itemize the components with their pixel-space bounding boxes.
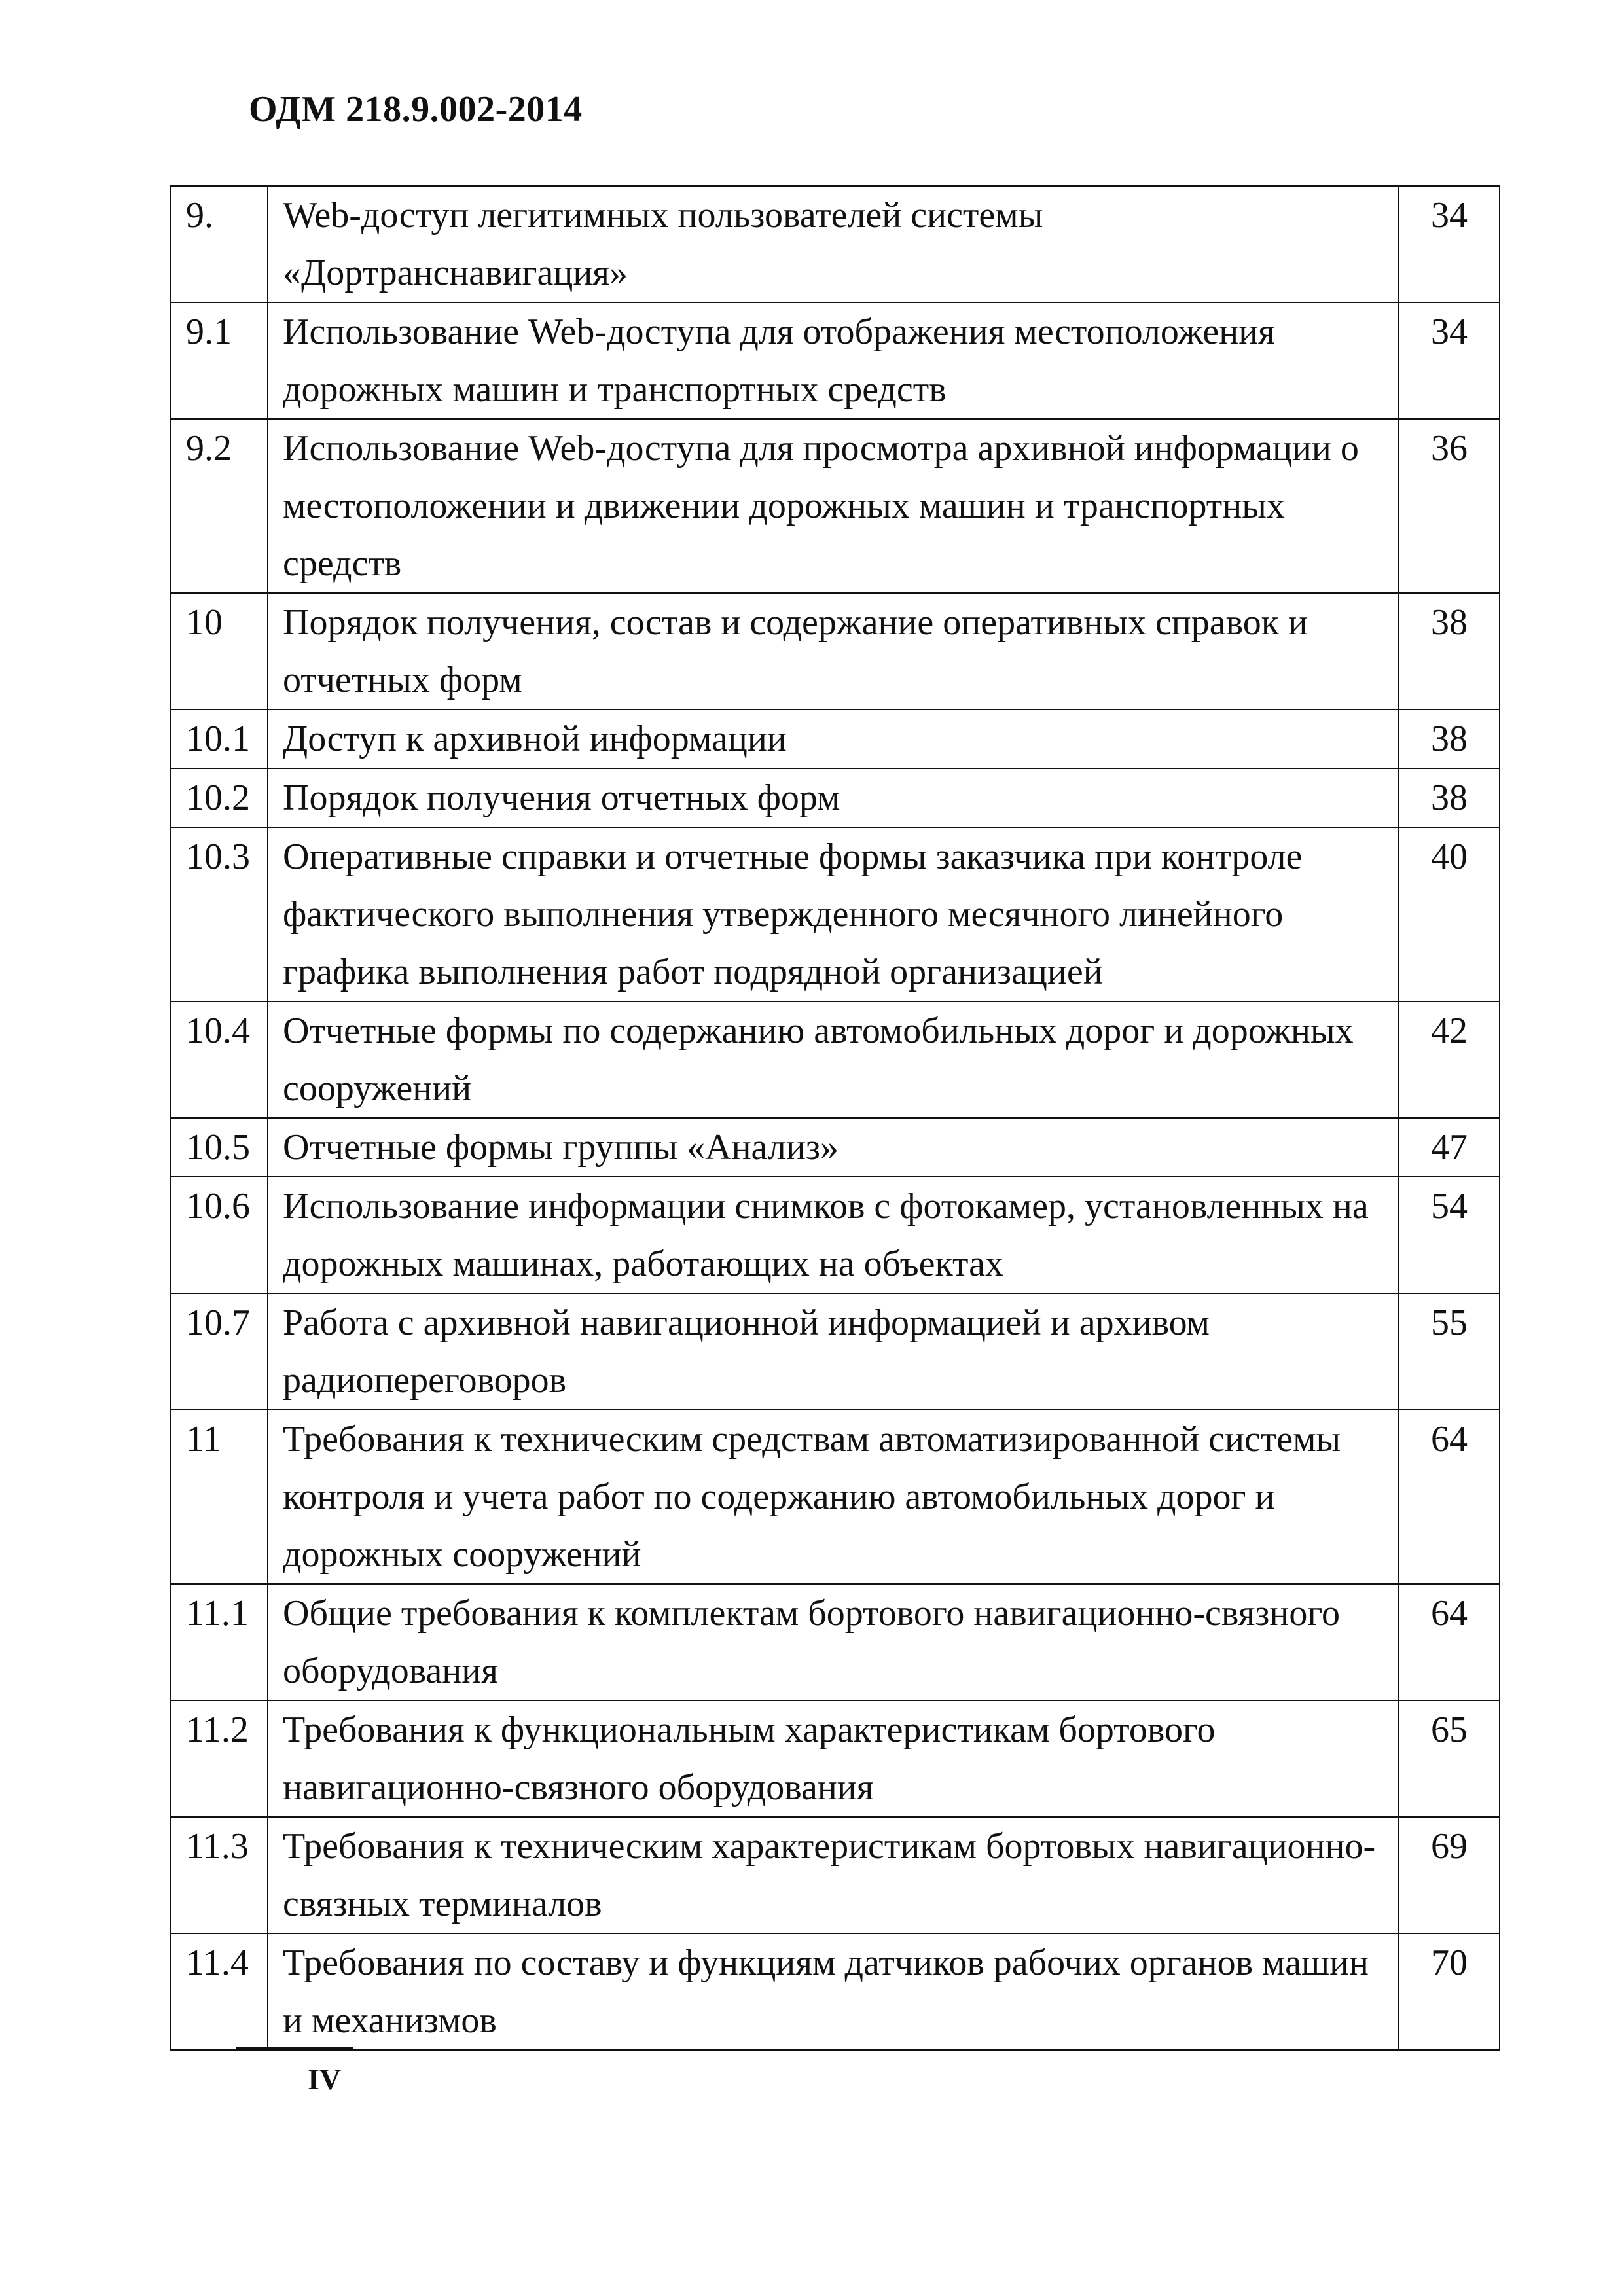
toc-section-number: 10.6 <box>171 1177 268 1293</box>
toc-page-number: 40 <box>1399 827 1500 1001</box>
toc-section-title: Доступ к архивной информации <box>268 709 1399 768</box>
footer-divider <box>236 2047 353 2049</box>
toc-row <box>171 593 1500 709</box>
toc-row <box>171 1933 1500 2050</box>
toc-page-number: 34 <box>1399 302 1500 419</box>
toc-section-title: Работа с архивной навигационной информацией и архивом радиопереговоров <box>268 1293 1399 1410</box>
toc-row <box>171 1118 1500 1177</box>
toc-section-title: Порядок получения отчетных форм <box>268 768 1399 827</box>
toc-section-title: Использование Web-доступа для отображения местоположения дорожных машин и транспортных средств <box>268 302 1399 419</box>
toc-section-number: 11.3 <box>171 1817 268 1933</box>
toc-page-number: 38 <box>1399 593 1500 709</box>
toc-section-title: Общие требования к комплектам бортового навигационно-связного оборудования <box>268 1584 1399 1700</box>
toc-section-title: Использование Web-доступа для просмотра архивной информации о местоположении и движении дорожных машин и транспортных средств <box>268 419 1399 593</box>
toc-row <box>171 1584 1500 1700</box>
toc-section-number: 10.1 <box>171 709 268 768</box>
toc-row <box>171 419 1500 593</box>
toc-page-number: 69 <box>1399 1817 1500 1933</box>
toc-page-number: 55 <box>1399 1293 1500 1410</box>
toc-section-title: Отчетные формы группы «Анализ» <box>268 1118 1399 1177</box>
toc-section-number: 11 <box>171 1410 268 1584</box>
toc-section-number: 9. <box>171 186 268 302</box>
toc-section-number: 10.3 <box>171 827 268 1001</box>
toc-section-title: Требования по составу и функциям датчиков рабочих органов машин и механизмов <box>268 1933 1399 2050</box>
toc-section-number: 11.2 <box>171 1700 268 1817</box>
toc-page-number: 70 <box>1399 1933 1500 2050</box>
toc-row <box>171 709 1500 768</box>
toc-page-number: 64 <box>1399 1410 1500 1584</box>
toc-row <box>171 768 1500 827</box>
toc-section-title: Требования к функциональным характеристикам бортового навигационно-связного оборудования <box>268 1700 1399 1817</box>
toc-section-number: 9.1 <box>171 302 268 419</box>
toc-page-number: 47 <box>1399 1118 1500 1177</box>
toc-row <box>171 302 1500 419</box>
toc-section-number: 9.2 <box>171 419 268 593</box>
toc-section-title: Web-доступ легитимных пользователей системы «Дортранснавигация» <box>268 186 1399 302</box>
toc-row <box>171 1410 1500 1584</box>
toc-row <box>171 186 1500 302</box>
toc-section-number: 10.4 <box>171 1001 268 1118</box>
toc-section-title: Требования к техническим характеристикам бортовых навигационно-связных терминалов <box>268 1817 1399 1933</box>
toc-page-number: 54 <box>1399 1177 1500 1293</box>
toc-section-title: Порядок получения, состав и содержание оперативных справок и отчетных форм <box>268 593 1399 709</box>
toc-section-title: Оперативные справки и отчетные формы заказчика при контроле фактического выполнения утвержденного месячного линейного графика выполнения работ подрядной организацией <box>268 827 1399 1001</box>
toc-row <box>171 1001 1500 1118</box>
toc-page-number: 64 <box>1399 1584 1500 1700</box>
toc-section-title: Требования к техническим средствам автоматизированной системы контроля и учета работ по содержанию автомобильных дорог и дорожных сооружений <box>268 1410 1399 1584</box>
toc-section-number: 10.5 <box>171 1118 268 1177</box>
table-of-contents <box>170 185 1500 2051</box>
toc-page-number: 34 <box>1399 186 1500 302</box>
toc-section-number: 10.7 <box>171 1293 268 1410</box>
toc-page-number: 36 <box>1399 419 1500 593</box>
toc-page-number: 38 <box>1399 709 1500 768</box>
toc-section-title: Отчетные формы по содержанию автомобильных дорог и дорожных сооружений <box>268 1001 1399 1118</box>
toc-page-number: 42 <box>1399 1001 1500 1118</box>
toc-row <box>171 1700 1500 1817</box>
toc-section-number: 11.1 <box>171 1584 268 1700</box>
toc-row <box>171 1817 1500 1933</box>
toc-row <box>171 1293 1500 1410</box>
toc-section-number: 10.2 <box>171 768 268 827</box>
toc-row <box>171 827 1500 1001</box>
toc-row <box>171 1177 1500 1293</box>
toc-page-number: 65 <box>1399 1700 1500 1817</box>
toc-section-title: Использование информации снимков с фотокамер, установленных на дорожных машинах, работающих на объектах <box>268 1177 1399 1293</box>
toc-section-number: 10 <box>171 593 268 709</box>
document-code: ОДМ 218.9.002-2014 <box>249 89 583 130</box>
toc-section-number: 11.4 <box>171 1933 268 2050</box>
toc-page-number: 38 <box>1399 768 1500 827</box>
page-number: IV <box>308 2062 342 2096</box>
